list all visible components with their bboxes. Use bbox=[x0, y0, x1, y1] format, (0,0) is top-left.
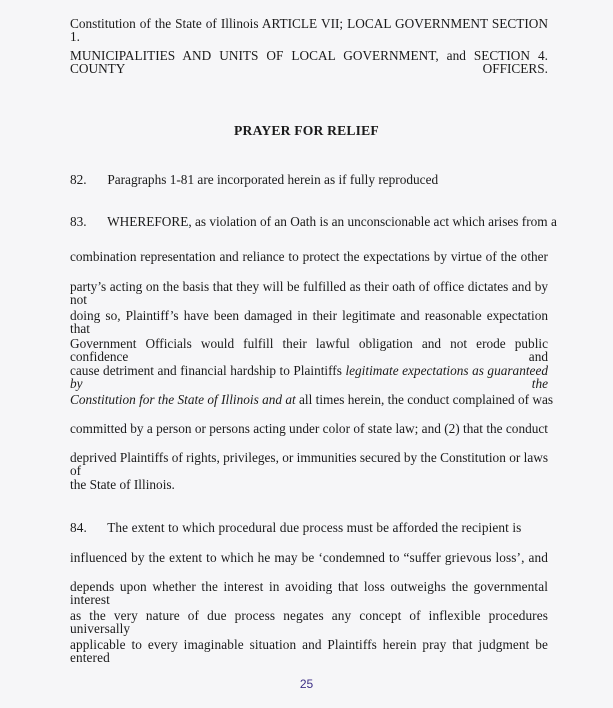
paragraph-84-line-2: influenced by the extent to which he may be ‘condemned to “suffer grievous loss’, and bbox=[70, 550, 548, 565]
page-number: 25 bbox=[299, 677, 314, 691]
paragraph-number: 84. bbox=[70, 520, 87, 535]
paragraph-83-line-10: the State of Illinois. bbox=[70, 477, 175, 492]
italic-text: legitimate expectations as guaranteed by the bbox=[70, 363, 548, 392]
paragraph-84-line-3: depends upon whether the interest in avoiding that loss outweighs the governmental interest bbox=[70, 579, 548, 608]
paragraph-83-line-2: combination representation and reliance to protect the expectations by virtue of the other bbox=[70, 249, 548, 264]
paragraph-83-line-6 bbox=[70, 364, 548, 391]
paragraph-text: Paragraphs 1-81 are incorporated herein as if fully reproduced bbox=[107, 172, 439, 187]
paragraph-83-line-4: doing so, Plaintiff’s have been damaged in their legitimate and reasonable expectation that bbox=[70, 308, 548, 337]
paragraph-84-line-4: as the very nature of due process negates any concept of inflexible procedures universally bbox=[70, 608, 548, 637]
paragraph-83-line-9: deprived Plaintiffs of rights, privileges, or immunities secured by the Constitution or laws of bbox=[70, 450, 548, 479]
paragraph-number: 82. bbox=[70, 172, 87, 187]
line-text: cause detriment and financial hardship to Plaintiffs bbox=[70, 363, 346, 378]
italic-text: Constitution for the State of Illinois and at bbox=[70, 392, 296, 407]
header-line-2: MUNICIPALITIES AND UNITS OF LOCAL GOVERNMENT, and SECTION 4. COUNTY OFFICERS. bbox=[70, 48, 548, 77]
page-title: PRAYER FOR RELIEF bbox=[234, 123, 379, 138]
paragraph-82 bbox=[70, 173, 438, 186]
paragraph-83-line-3: party’s acting on the basis that they will be fulfilled as their oath of office dictates and by not bbox=[70, 279, 548, 308]
paragraph-83-line-7 bbox=[70, 393, 553, 406]
line-text: all times herein, the conduct complained of was bbox=[295, 392, 554, 407]
paragraph-text: WHEREFORE, as violation of an Oath is an unconscionable act which arises from a bbox=[107, 214, 557, 229]
paragraph-84-line-1 bbox=[70, 521, 521, 534]
paragraph-83-line-5: Government Officials would fulfill their lawful obligation and not erode public confidence and bbox=[70, 336, 548, 365]
paragraph-83-line-8: committed by a person or persons acting under color of state law; and (2) that the conduct bbox=[70, 421, 548, 436]
paragraph-83-line-1 bbox=[70, 215, 557, 228]
header-line-1: Constitution of the State of Illinois ARTICLE VII; LOCAL GOVERNMENT SECTION 1. bbox=[70, 16, 548, 45]
paragraph-84-line-5: applicable to every imaginable situation and Plaintiffs herein pray that judgment be entered bbox=[70, 637, 548, 666]
paragraph-text: The extent to which procedural due process must be afforded the recipient is bbox=[107, 520, 522, 535]
paragraph-number: 83. bbox=[70, 214, 87, 229]
